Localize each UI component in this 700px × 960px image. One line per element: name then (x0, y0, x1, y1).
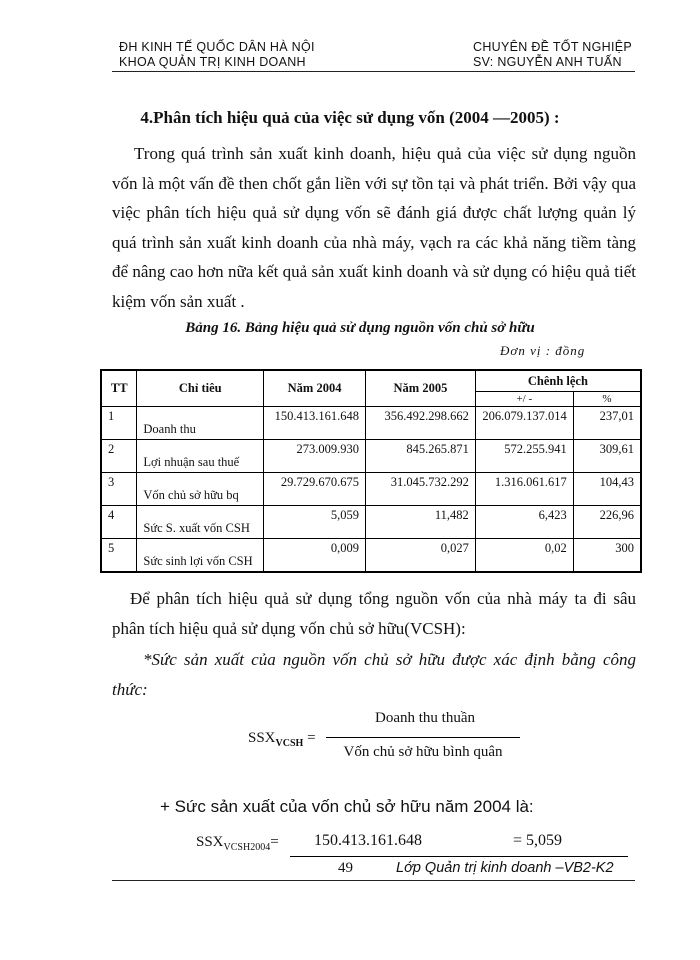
calc-label (196, 834, 279, 853)
header-indicator: Chỉ tiêu (137, 370, 264, 407)
row-abs: 206.079.137.014 (475, 407, 573, 440)
row-tt: 4 (101, 506, 137, 539)
page-number: 49 (338, 860, 353, 876)
row-2004: 273.009.930 (264, 440, 366, 473)
intro-paragraph (112, 139, 636, 316)
formula-intro (112, 645, 636, 704)
header-rule (112, 71, 635, 72)
formula-denominator: Vốn chủ sở hữu bình quân (343, 744, 503, 760)
row-pct: 104,43 (573, 473, 641, 506)
row-abs: 1.316.061.617 (475, 473, 573, 506)
row-abs: 0,02 (475, 539, 573, 573)
row-abs: 572.255.941 (475, 440, 573, 473)
calc-numerator: 150.413.161.648 (314, 832, 422, 849)
row-name: Sức S. xuất vốn CSH (137, 506, 264, 539)
row-2005: 356.492.298.662 (366, 407, 476, 440)
row-2005: 845.265.871 (366, 440, 476, 473)
header-2004: Năm 2004 (264, 370, 366, 407)
header-difference: Chênh lệch (475, 370, 641, 392)
formula-label (248, 730, 316, 749)
header-diff-pct: % (573, 392, 641, 407)
table-row (101, 539, 641, 573)
row-tt: 1 (101, 407, 137, 440)
row-2005: 11,482 (366, 506, 476, 539)
row-2004: 150.413.161.648 (264, 407, 366, 440)
header-tt: TT (101, 370, 137, 407)
formula-numerator: Doanh thu thuần (375, 710, 475, 726)
footer-class: Lớp Quản trị kinh doanh –VB2-K2 (396, 860, 614, 876)
row-name: Vốn chủ sở hữu bq (137, 473, 264, 506)
row-2004: 29.729.670.675 (264, 473, 366, 506)
formula-label-main: SSX (248, 730, 276, 746)
calc-fraction-line (290, 856, 628, 857)
header-2005: Năm 2005 (366, 370, 476, 407)
row-abs: 6,423 (475, 506, 573, 539)
row-2004: 5,059 (264, 506, 366, 539)
row-tt: 3 (101, 473, 137, 506)
header-diff-abs: +/ - (475, 392, 573, 407)
row-name: Doanh thu (137, 407, 264, 440)
table-title: Bảng 16. Bảng hiệu quả sử dụng nguồn vốn chủ sở hữu (185, 320, 535, 336)
table-row (101, 506, 641, 539)
analysis-paragraph (112, 584, 636, 643)
header-thesis: CHUYÊN ĐỀ TỐT NGHIỆP (473, 40, 633, 54)
calc-heading: + Sức sản xuất của vốn chủ sở hữu năm 2004 là: (160, 797, 534, 816)
footer-rule (112, 880, 635, 881)
row-pct: 226,96 (573, 506, 641, 539)
table-row (101, 473, 641, 506)
intro-paragraph-text: Trong quá trình sản xuất kinh doanh, hiệu quả của việc sử dụng nguồn vốn là một vấn đề then chốt gắn liền với sự tồn tại và phát triển. Bởi vậy qua việc phân tích hiệu quả sử dụng vốn sẽ đánh giá được chất lượng quản lý quá trình sản xuất kinh doanh của nhà máy, vạch ra các khả năng tiềm tàng để nâng cao hơn nữa kết quả sản xuất kinh doanh và sử dụng có hiệu quả tiết kiệm vốn sản xuất . (112, 144, 636, 311)
row-2005: 0,027 (366, 539, 476, 573)
header-student: SV: NGUYỄN ANH TUẤN (473, 55, 622, 69)
calc-equals: = (270, 834, 279, 850)
capital-efficiency-table (100, 369, 642, 573)
analysis-paragraph-text: Để phân tích hiệu quả sử dụng tổng nguồn vốn của nhà máy ta đi sâu phân tích hiệu quả sử dụng vốn chủ sở hữu(VCSH): (112, 589, 636, 638)
header-school: ĐH KINH TẾ QUỐC DÂN HÀ NỘI (119, 40, 315, 54)
row-2005: 31.045.732.292 (366, 473, 476, 506)
calc-label-main: SSX (196, 834, 224, 850)
row-pct: 237,01 (573, 407, 641, 440)
table-row (101, 440, 641, 473)
calc-label-sub: VCSH2004 (223, 842, 271, 853)
section-title: 4.Phân tích hiệu quả của việc sử dụng vốn (2004 —2005) : (140, 108, 560, 127)
row-pct: 309,61 (573, 440, 641, 473)
formula-label-sub: VCSH (275, 738, 304, 749)
table-unit: Đơn vị : đồng (500, 343, 586, 358)
row-tt: 5 (101, 539, 137, 573)
formula-equals: = (303, 730, 316, 746)
row-2004: 0,009 (264, 539, 366, 573)
calc-result: = 5,059 (513, 832, 563, 849)
row-name: Lợi nhuận sau thuế (137, 440, 264, 473)
formula-fraction-line (326, 737, 520, 738)
row-name: Sức sinh lợi vốn CSH (137, 539, 264, 573)
row-tt: 2 (101, 440, 137, 473)
table-row (101, 407, 641, 440)
row-pct: 300 (573, 539, 641, 573)
formula-intro-text: *Sức sản xuất của nguồn vốn chủ sở hữu được xác định bằng công thức: (112, 650, 636, 699)
header-faculty: KHOA QUẢN TRỊ KINH DOANH (119, 55, 306, 69)
